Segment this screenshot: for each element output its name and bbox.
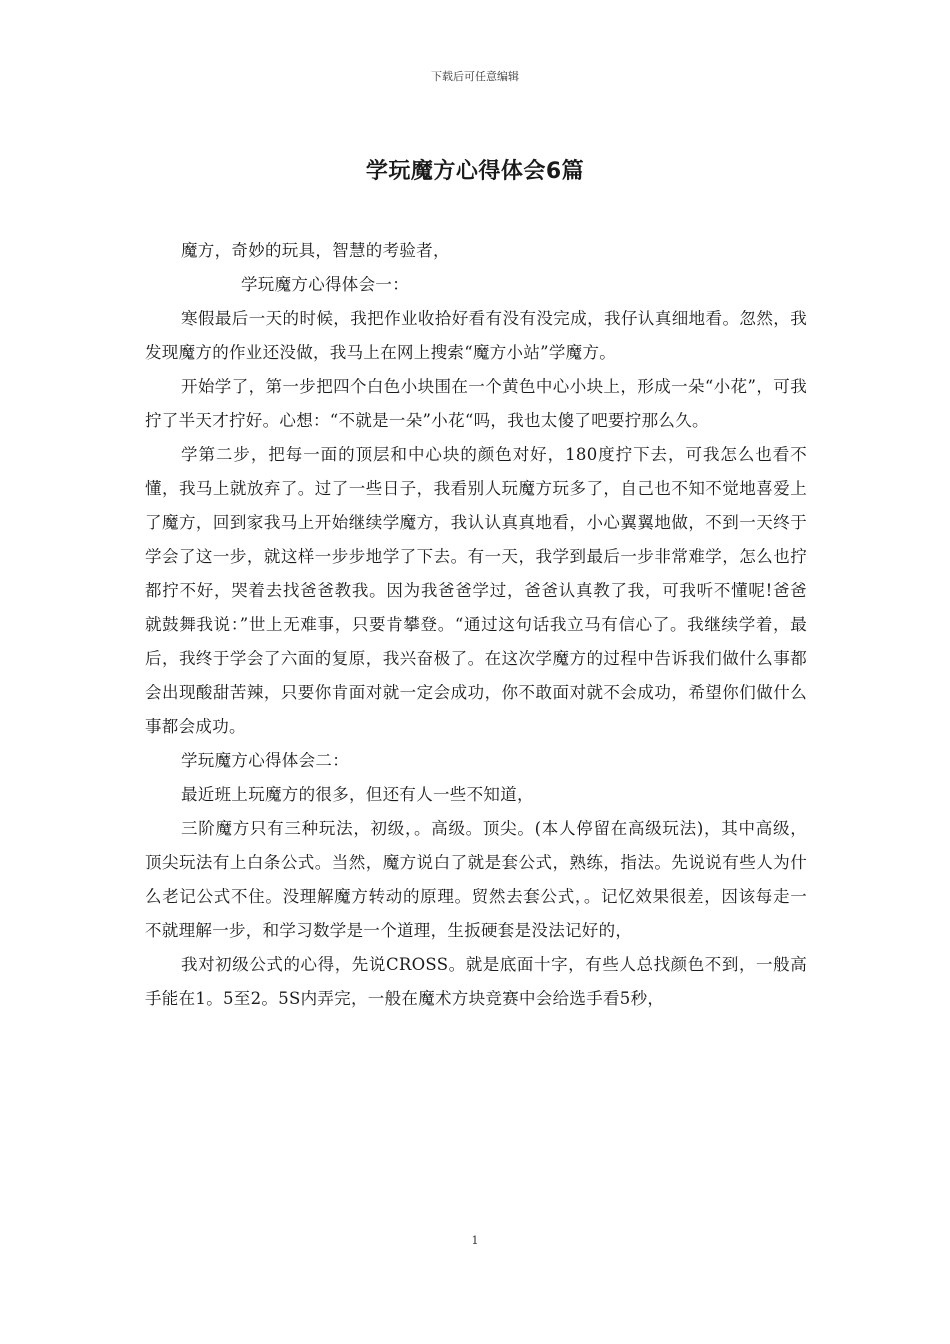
paragraph: 寒假最后一天的时候，我把作业收拾好看有没有没完成，我仔认真细地看。忽然，我发现魔方的作业还没做，我马上在网上搜索“魔方小站”学魔方。 (145, 309, 807, 362)
paragraph: 最近班上玩魔方的很多，但还有人一些不知道， (181, 785, 534, 804)
document-title: 学玩魔方心得体会6篇 (365, 159, 585, 184)
section-heading-2: 学玩魔方心得体会二： (181, 751, 349, 770)
paragraph: 三阶魔方只有三种玩法，初级，。高级。顶尖。(本人停留在高级玩法)，其中高级，顶尖玩法有上白条公式。当然，魔方说白了就是套公式，熟练，指法。先说说有些人为什么老记公式不住。没理解魔方转动的原理。贸然去套公式，。记忆效果很差，因该每走一不就理解一步，和学习数学是一个道理，生扳硬套是没法记好的， (145, 819, 807, 940)
paragraph: 开始学了，第一步把四个白色小块围在一个黄色中心小块上，形成一朵“小花”，可我拧了半天才拧好。心想：“不就是一朵”小花“吗，我也太傻了吧要拧那么久。 (145, 377, 807, 430)
document-body (145, 234, 807, 1016)
paragraph: 我对初级公式的心得，先说CROSS。就是底面十字，有些人总找颜色不到，一般高手能在1。5至2。5S内弄完，一般在魔术方块竞赛中会给选手看5秒， (145, 955, 807, 1008)
paragraph-intro: 魔方，奇妙的玩具，智慧的考验者， (181, 241, 450, 260)
header-note: 下载后可任意编辑 (431, 70, 519, 83)
paragraph: 学第二步，把每一面的顶层和中心块的颜色对好，180度拧下去，可我怎么也看不懂，我马上就放弃了。过了一些日子，我看别人玩魔方玩多了，自己也不知不觉地喜爱上了魔方，回到家我马上开始继续学魔方，我认认真真地看，小心翼翼地做，不到一天终于学会了这一步，就这样一步步地学了下去。有一天，我学到最后一步非常难学，怎么也拧都拧不好，哭着去找爸爸教我。因为我爸爸学过，爸爸认真教了我，可我听不懂呢!爸爸就鼓舞我说：”世上无难事，只要肯攀登。“通过这句话我立马有信心了。我继续学着，最后，我终于学会了六面的复原，我兴奋极了。在这次学魔方的过程中告诉我们做什么事都会出现酸甜苦辣，只要你肯面对就一定会成功，你不敢面对就不会成功，希望你们做什么事都会成功。 (145, 445, 807, 736)
section-heading-1: 学玩魔方心得体会一： (241, 275, 409, 294)
page-number: 1 (471, 1234, 479, 1247)
